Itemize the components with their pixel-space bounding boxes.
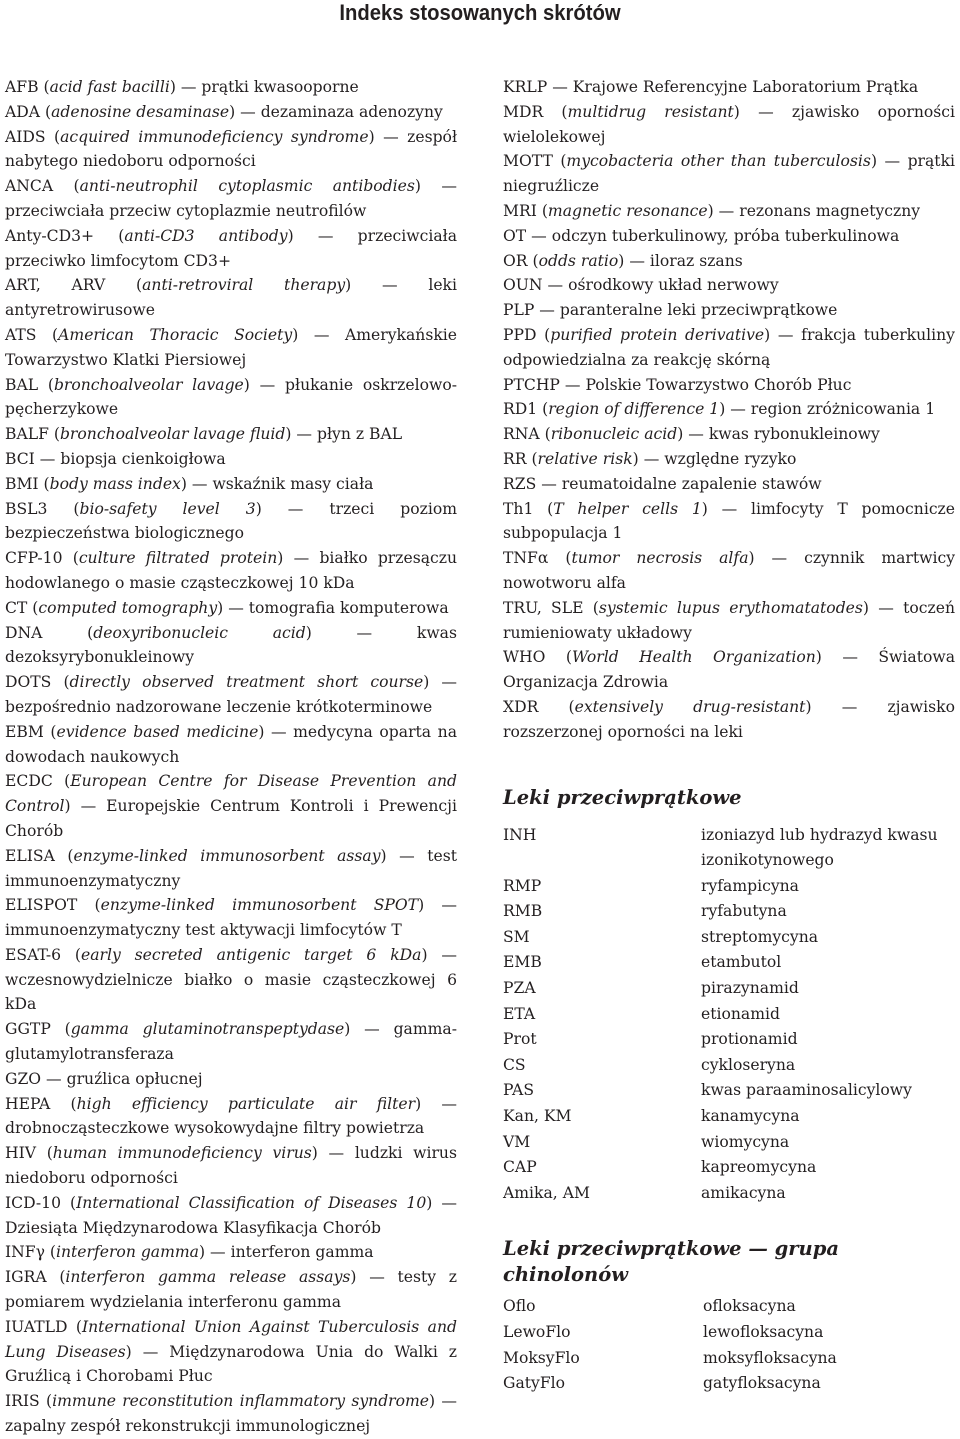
- abbreviation-term: WHO: [503, 648, 546, 667]
- abbreviation-term: RR: [503, 449, 527, 468]
- english-expansion: anti-neutrophil cytoplasmic antibodies: [79, 177, 415, 196]
- abbreviation-entry: RR (relative risk) — względne ryzyko: [503, 449, 797, 468]
- abbreviation-entry: AIDS (acquired immunodeficiency syndrome) — zespół nabytego niedoboru odporności: [5, 127, 457, 171]
- english-expansion: extensively drug-resistant: [574, 697, 806, 716]
- english-expansion: high efficiency particulate air filter: [76, 1094, 416, 1113]
- drug-abbreviation: LewoFlo: [503, 1323, 571, 1342]
- abbreviation-entry: BCI — biopsja cienkoigłowa: [5, 449, 226, 468]
- abbreviation-term: HEPA: [5, 1094, 51, 1113]
- drug-name: kwas paraaminosalicylowy: [701, 1081, 912, 1100]
- abbreviation-entry: ELISPOT (enzyme-linked immunosorbent SPOT) — immunoenzymatyczny test aktywacji limfocytów T: [5, 896, 457, 940]
- abbreviation-term: PLP: [503, 301, 535, 320]
- english-expansion: enzyme-linked immunosorbent assay: [73, 846, 381, 865]
- drug-row: [503, 1294, 955, 1320]
- drug-row: [503, 874, 955, 900]
- abbreviation-term: PPD: [503, 325, 537, 344]
- polish-description: prątki kwasooporne: [201, 78, 359, 96]
- abbreviation-term: BCI: [5, 449, 35, 468]
- drug-abbreviation: Oflo: [503, 1297, 536, 1316]
- polish-description: drobnocząsteczkowe wysokowydajne filtry powietrza: [5, 1119, 425, 1138]
- drug-name: ofloksacyna: [703, 1297, 796, 1316]
- abbreviation-term: INFγ: [5, 1243, 45, 1262]
- abbreviation-entry: TNFα (tumor necrosis alfa) — czynnik martwicy nowotworu alfa: [503, 549, 956, 592]
- drug-abbreviation: MoksyFlo: [503, 1348, 580, 1367]
- drug-row: [503, 1181, 955, 1207]
- english-expansion: body mass index: [49, 474, 181, 493]
- english-expansion: systemic lupus erythomatatodes: [598, 598, 863, 617]
- abbreviation-term: IRIS: [5, 1392, 40, 1411]
- polish-description: Amerykańskie Towarzystwo Klatki Piersiowej: [5, 325, 457, 369]
- abbreviation-entry: ANCA (anti-neutrophil cytoplasmic antibodies) — przeciwciała przeciw cytoplazmie neutrofilów: [5, 177, 457, 220]
- abbreviation-entry: OR (odds ratio) — iloraz szans: [503, 251, 743, 270]
- abbreviation-term: KRLP: [503, 78, 548, 96]
- polish-description: wskaźnik masy ciała: [212, 474, 374, 493]
- drug-row: [503, 1320, 955, 1346]
- drug-row: [503, 1155, 955, 1181]
- drug-name: cykloseryna: [701, 1055, 796, 1074]
- polish-description: frakcja tuberkuliny odpowiedzialna za reakcję skórną: [503, 325, 955, 369]
- abbreviation-entry: MRI (magnetic resonance) — rezonans magnetyczny: [503, 201, 921, 220]
- abbreviation-term: HIV: [5, 1144, 37, 1163]
- abbreviation-term: BSL3: [5, 499, 48, 518]
- abbreviations-right-column: [503, 75, 955, 1397]
- drug-row: [503, 950, 955, 976]
- drug-abbreviation: RMP: [503, 876, 542, 895]
- abbreviation-entry: RD1 (region of difference 1) — region zróżnicowania 1: [503, 400, 936, 419]
- drug-abbreviation: Prot: [503, 1030, 537, 1049]
- english-expansion: relative risk: [537, 449, 633, 468]
- drug-abbreviation: ETA: [503, 1004, 536, 1023]
- polish-description: biopsja cienkoigłowa: [60, 449, 226, 468]
- english-expansion: adenosine desaminase: [51, 102, 230, 121]
- abbreviation-entry: Th1 (T helper cells 1) — limfocyty T pomocnicze subpopulacja 1: [503, 499, 955, 543]
- polish-description: czynnik martwicy nowotworu alfa: [503, 549, 956, 592]
- drugs-section-title: Leki przeciwprątkowe: [503, 785, 742, 809]
- abbreviation-term: TNFα: [503, 549, 549, 568]
- drug-row: [503, 1002, 955, 1028]
- abbreviation-entry: KRLP — Krajowe Referencyjne Laboratorium Prątka: [503, 78, 919, 96]
- abbreviation-entry: CFP-10 (culture filtrated protein) — białko przesączu hodowlanego o masie cząsteczkowej 10 kDa: [5, 549, 457, 592]
- abbreviation-entry: TRU, SLE (systemic lupus erythomatatodes) — toczeń rumieniowaty układowy: [503, 598, 956, 642]
- english-expansion: International Union Against Tuberculosis and Lung Diseases: [5, 1317, 457, 1361]
- abbreviation-term: OUN: [503, 276, 543, 295]
- english-expansion: magnetic resonance: [547, 201, 708, 220]
- polish-description: kwas dezoksyrybonukleinowy: [5, 623, 457, 667]
- abbreviation-term: RD1: [503, 400, 538, 419]
- polish-description: odczyn tuberkulinowy, próba tuberkulinowa: [551, 226, 900, 245]
- abbreviation-term: GZO: [5, 1069, 42, 1088]
- abbreviation-term: TRU, SLE: [503, 598, 584, 617]
- abbreviation-term: ECDC: [5, 772, 53, 791]
- polish-description: immunoenzymatyczny test aktywacji limfocytów T: [5, 921, 402, 940]
- abbreviation-term: ELISPOT: [5, 896, 78, 915]
- abbreviation-term: OT: [503, 226, 527, 245]
- abbreviation-entry: DNA (deoxyribonucleic acid) — kwas dezoksyrybonukleinowy: [5, 623, 457, 667]
- drug-row: [503, 1371, 955, 1397]
- polish-description: wczesnowydzielnicze białko o masie cząsteczkowej 6 kDa: [5, 970, 457, 1014]
- english-expansion: mycobacteria other than tuberculosis: [566, 152, 871, 171]
- abbreviation-entry: OUN — ośrodkowy układ nerwowy: [503, 276, 779, 295]
- english-expansion: immune reconstitution inflammatory syndrome: [52, 1392, 430, 1411]
- drug-name: ryfampicyna: [701, 876, 799, 895]
- abbreviation-entry: RNA (ribonucleic acid) — kwas rybonukleinowy: [503, 425, 880, 444]
- abbreviation-entry: ICD-10 (International Classification of Diseases 10) — Dziesiąta Międzynarodowa Klasyfikacja Chorób: [5, 1193, 457, 1237]
- drug-row: [503, 1078, 955, 1104]
- abbreviation-term: MRI: [503, 201, 537, 220]
- abbreviation-term: XDR: [503, 697, 539, 716]
- abbreviation-entry: ADA (adenosine desaminase) — dezaminaza adenozyny: [5, 102, 443, 121]
- drug-name: etambutol: [701, 953, 782, 972]
- english-expansion: early secreted antigenic target 6 kDa: [81, 945, 422, 964]
- polish-description: reumatoidalne zapalenie stawów: [561, 474, 822, 493]
- polish-description: względne ryzyko: [664, 449, 797, 468]
- abbreviation-entry: ATS (American Thoracic Society) — Amerykańskie Towarzystwo Klatki Piersiowej: [5, 325, 457, 369]
- english-expansion: bio-safety level 3: [79, 499, 256, 518]
- polish-description: gruźlica opłucnej: [66, 1069, 203, 1088]
- drug-name: wiomycyna: [701, 1132, 790, 1151]
- english-expansion: T helper cells 1: [553, 499, 702, 518]
- drug-abbreviation: CS: [503, 1055, 526, 1074]
- english-expansion: evidence based medicine: [56, 722, 259, 741]
- drug-abbreviation: PAS: [503, 1081, 535, 1100]
- english-expansion: acquired immunodeficiency syndrome: [60, 127, 369, 146]
- drug-name: lewofloksacyna: [703, 1323, 824, 1342]
- abbreviation-term: RZS: [503, 474, 537, 493]
- english-expansion: American Thoracic Society: [58, 325, 293, 344]
- abbreviation-entry: PLP — paranteralne leki przeciwprątkowe: [503, 301, 838, 320]
- drug-row: [503, 823, 955, 874]
- abbreviation-entry: PTCHP — Polskie Towarzystwo Chorób Płuc: [503, 375, 852, 394]
- drug-row: [503, 899, 955, 925]
- abbreviation-term: ELISA: [5, 846, 55, 865]
- polish-description: płyn z BAL: [316, 425, 403, 444]
- polish-description: trzeci poziom bezpieczeństwa biologicznego: [5, 499, 458, 543]
- abbreviation-entry: ART, ARV (anti-retroviral therapy) — leki antyretrowirusowe: [5, 276, 457, 320]
- polish-description: ludzki wirus niedoboru odporności: [5, 1144, 457, 1188]
- polish-description: Europejskie Centrum Kontroli i Prewencji Chorób: [5, 797, 457, 840]
- abbreviation-term: MDR: [503, 102, 544, 121]
- english-expansion: deoxyribonucleic acid: [93, 623, 306, 642]
- abbreviation-term: Th1: [503, 499, 534, 518]
- abbreviation-term: BAL: [5, 375, 39, 394]
- polish-description: toczeń rumieniowaty układowy: [503, 598, 956, 642]
- drug-row: [503, 1053, 955, 1079]
- polish-description: płukanie oskrzelowo-pęcherzykowe: [5, 375, 458, 419]
- polish-description: kwas rybonukleinowy: [708, 425, 880, 444]
- abbreviation-entry: EBM (evidence based medicine) — medycyna oparta na dowodach naukowych: [5, 722, 457, 766]
- abbreviation-term: Anty-CD3+: [5, 226, 95, 245]
- english-expansion: culture filtrated protein: [78, 549, 278, 568]
- drug-name: protionamid: [701, 1030, 798, 1049]
- abbreviation-entry: XDR (extensively drug-resistant) — zjawisko rozszerzonej oporności na leki: [503, 697, 955, 741]
- drug-name: streptomycyna: [701, 927, 819, 946]
- abbreviation-entry: MDR (multidrug resistant) — zjawisko oporności wielolekowej: [503, 102, 955, 146]
- drug-abbreviation: GatyFlo: [503, 1374, 566, 1393]
- polish-description: region zróżnicowania 1: [750, 400, 936, 419]
- drug-abbreviation: Amika, AM: [503, 1183, 590, 1202]
- abbreviation-term: ESAT-6: [5, 945, 62, 964]
- english-expansion: acid fast bacilli: [49, 78, 170, 96]
- drug-abbreviation: EMB: [503, 953, 542, 972]
- english-expansion: anti-retroviral therapy: [142, 276, 346, 295]
- abbreviation-term: ATS: [5, 325, 37, 344]
- abbreviation-term: MOTT: [503, 152, 553, 171]
- abbreviation-entry: MOTT (mycobacteria other than tuberculosis) — prątki niegruźlicze: [503, 152, 956, 196]
- drug-row: [503, 1346, 955, 1372]
- polish-description: zjawisko rozszerzonej oporności na leki: [503, 697, 955, 741]
- polish-description: bezpośrednio nadzorowane leczenie krótkoterminowe: [5, 697, 433, 716]
- drug-abbreviation: Kan, KM: [503, 1107, 572, 1126]
- polish-description: ośrodkowy układ nerwowy: [568, 276, 779, 295]
- polish-description: Międzynarodowa Unia do Walki z Gruźlicą i Chorobami Płuc: [5, 1342, 457, 1386]
- abbreviation-term: ART, ARV: [5, 276, 106, 295]
- english-expansion: gamma glutaminotranspeptydase: [70, 1020, 345, 1039]
- abbreviation-entry: ESAT-6 (early secreted antigenic target 6 kDa) — wczesnowydzielnicze białko o masie cząsteczkowej 6 kDa: [5, 945, 457, 1014]
- abbreviation-entry: HEPA (high efficiency particulate air filter) — drobnocząsteczkowe wysokowydajne filtry powietrza: [5, 1094, 457, 1138]
- drug-name: amikacyna: [701, 1183, 786, 1202]
- abbreviation-term: IGRA: [5, 1268, 47, 1287]
- page-title: Indeks stosowanych skrótów: [339, 0, 621, 25]
- english-expansion: bronchoalveolar lavage: [53, 375, 244, 394]
- drug-name: kanamycyna: [701, 1107, 800, 1126]
- polish-description: limfocyty T pomocnicze subpopulacja 1: [503, 499, 955, 543]
- abbreviation-entry: IUATLD (International Union Against Tuberculosis and Lung Diseases) — Międzynarodowa Unia do Walki z Gruźlicą i Chorobami Płuc: [5, 1317, 457, 1386]
- abbreviation-term: GGTP: [5, 1020, 51, 1039]
- drug-abbreviation: PZA: [503, 979, 536, 998]
- drug-abbreviation: CAP: [503, 1158, 537, 1177]
- abbreviation-term: AFB: [5, 78, 39, 96]
- abbreviation-term: ADA: [5, 102, 41, 121]
- polish-description: białko przesączu hodowlanego o masie cząsteczkowej 10 kDa: [5, 549, 457, 592]
- abbreviation-term: EBM: [5, 722, 44, 741]
- polish-description: zjawisko oporności wielolekowej: [503, 102, 955, 146]
- abbreviation-entry: DOTS (directly observed treatment short course) — bezpośrednio nadzorowane leczenie krótkoterminowe: [5, 673, 457, 716]
- english-expansion: ribonucleic acid: [550, 425, 678, 444]
- polish-description: test immunoenzymatyczny: [5, 846, 457, 890]
- english-expansion: multidrug resistant: [567, 102, 734, 121]
- polish-description: gamma-glutamylotransferaza: [5, 1020, 457, 1064]
- polish-description: Światowa Organizacja Zdrowia: [503, 648, 955, 692]
- drugs-list: [503, 823, 955, 1207]
- polish-description: tomografia komputerowa: [248, 598, 449, 617]
- polish-description: testy z pomiarem wydzielania interferonu gamma: [5, 1268, 457, 1312]
- drug-name: etionamid: [701, 1004, 780, 1023]
- abbreviation-entry: INFγ (interferon gamma) — interferon gamma: [5, 1243, 374, 1262]
- quinolones-section-title: Leki przeciwprątkowe — grupa chinolonów: [503, 1237, 839, 1287]
- abbreviation-term: DOTS: [5, 673, 52, 692]
- polish-description: przeciwciała przeciwko limfocytom CD3+: [5, 226, 457, 270]
- abbreviation-term: AIDS: [5, 127, 46, 146]
- drug-name: izoniazyd lub hydrazyd kwasu izonikotynowego: [701, 825, 938, 870]
- drug-name: kapreomycyna: [701, 1158, 817, 1177]
- drug-row: [503, 925, 955, 951]
- polish-description: dezaminaza adenozyny: [260, 102, 443, 121]
- english-expansion: European Centre for Disease Prevention and Control: [5, 772, 457, 816]
- drug-row: [503, 1130, 955, 1156]
- abbreviation-entry: GGTP (gamma glutaminotranspeptydase) — gamma-glutamylotransferaza: [5, 1020, 457, 1064]
- drug-abbreviation: VM: [503, 1132, 531, 1151]
- abbreviation-entry: AFB (acid fast bacilli) — prątki kwasooporne: [5, 78, 359, 96]
- english-expansion: computed tomography: [38, 598, 218, 617]
- abbreviation-entry: BALF (bronchoalveolar lavage fluid) — płyn z BAL: [5, 425, 403, 444]
- polish-description: rezonans magnetyczny: [739, 201, 921, 220]
- polish-description: leki antyretrowirusowe: [5, 276, 457, 320]
- abbreviation-term: CT: [5, 598, 28, 617]
- polish-description: zapalny zespół rekonstrukcji immunologicznej: [5, 1417, 371, 1436]
- abbreviation-entry: ELISA (enzyme-linked immunosorbent assay) — test immunoenzymatyczny: [5, 846, 457, 890]
- abbreviation-term: PTCHP: [503, 375, 560, 394]
- drug-abbreviation: RMB: [503, 902, 543, 921]
- drug-row: [503, 1104, 955, 1130]
- english-expansion: directly observed treatment short course: [69, 673, 424, 692]
- polish-description: iloraz szans: [649, 251, 743, 270]
- abbreviation-term: DNA: [5, 623, 43, 642]
- polish-description: prątki niegruźlicze: [503, 152, 956, 196]
- abbreviation-entry: CT (computed tomography) — tomografia komputerowa: [5, 598, 449, 617]
- abbreviation-term: BMI: [5, 474, 39, 493]
- drug-abbreviation: INH: [503, 825, 537, 844]
- abbreviation-entry: HIV (human immunodeficiency virus) — ludzki wirus niedoboru odporności: [5, 1144, 457, 1188]
- english-expansion: purified protein derivative: [550, 325, 765, 344]
- abbreviations-right-list: [503, 75, 955, 745]
- abbreviation-entry: RZS — reumatoidalne zapalenie stawów: [503, 474, 822, 493]
- english-expansion: human immunodeficiency virus: [52, 1144, 312, 1163]
- polish-description: zespół nabytego niedoboru odporności: [5, 127, 457, 171]
- abbreviation-term: CFP-10: [5, 549, 63, 568]
- polish-description: Krajowe Referencyjne Laboratorium Prątka: [572, 78, 919, 96]
- abbreviations-left-column: [5, 75, 457, 1439]
- abbreviation-entry: ECDC (European Centre for Disease Prevention and Control) — Europejskie Centrum Kontroli i Prewencji Chorób: [5, 772, 457, 840]
- polish-description: interferon gamma: [230, 1243, 374, 1262]
- abbreviation-entry: Anty-CD3+ (anti-CD3 antibody) — przeciwciała przeciwko limfocytom CD3+: [5, 226, 457, 270]
- abbreviation-term: IUATLD: [5, 1317, 68, 1336]
- english-expansion: enzyme-linked immunosorbent SPOT: [100, 896, 419, 915]
- drug-name: moksyfloksacyna: [703, 1348, 837, 1367]
- english-expansion: tumor necrosis alfa: [571, 549, 749, 568]
- quinolones-list: [503, 1294, 955, 1396]
- polish-description: Polskie Towarzystwo Chorób Płuc: [585, 375, 852, 394]
- abbreviation-entry: WHO (World Health Organization) — Światowa Organizacja Zdrowia: [503, 648, 955, 692]
- english-expansion: World Health Organization: [571, 648, 816, 667]
- drug-row: [503, 1027, 955, 1053]
- english-expansion: bronchoalveolar lavage fluid: [59, 425, 286, 444]
- abbreviation-entry: GZO — gruźlica opłucnej: [5, 1069, 203, 1088]
- abbreviation-entry: BMI (body mass index) — wskaźnik masy ciała: [5, 474, 374, 493]
- abbreviation-entry: PPD (purified protein derivative) — frakcja tuberkuliny odpowiedzialna za reakcję skórną: [503, 325, 955, 369]
- abbreviation-entry: BAL (bronchoalveolar lavage) — płukanie oskrzelowo-pęcherzykowe: [5, 375, 458, 419]
- english-expansion: anti-CD3 antibody: [124, 226, 288, 245]
- drug-name: gatyfloksacyna: [703, 1374, 821, 1393]
- abbreviation-term: BALF: [5, 425, 49, 444]
- drug-name: ryfabutyna: [701, 902, 787, 921]
- abbreviation-term: ANCA: [5, 177, 54, 196]
- english-expansion: interferon gamma release assays: [65, 1268, 351, 1287]
- polish-description: paranteralne leki przeciwprątkowe: [559, 301, 838, 320]
- english-expansion: interferon gamma: [56, 1243, 199, 1262]
- polish-description: medycyna oparta na dowodach naukowych: [5, 722, 457, 766]
- drug-row: [503, 976, 955, 1002]
- abbreviation-entry: IGRA (interferon gamma release assays) — testy z pomiarem wydzielania interferonu gamma: [5, 1268, 457, 1312]
- abbreviation-term: OR: [503, 251, 528, 270]
- drug-abbreviation: SM: [503, 927, 530, 946]
- abbreviation-entry: IRIS (immune reconstitution inflammatory syndrome) — zapalny zespół rekonstrukcji immunologicznej: [5, 1392, 457, 1436]
- polish-description: przeciwciała przeciw cytoplazmie neutrofilów: [5, 201, 367, 220]
- english-expansion: International Classification of Diseases 10: [76, 1193, 427, 1212]
- english-expansion: region of difference 1: [548, 400, 720, 419]
- abbreviation-entry: BSL3 (bio-safety level 3) — trzeci poziom bezpieczeństwa biologicznego: [5, 499, 458, 543]
- polish-description: Dziesiąta Międzynarodowa Klasyfikacja Chorób: [5, 1218, 381, 1237]
- english-expansion: odds ratio: [538, 251, 619, 270]
- drug-name: pirazynamid: [701, 979, 799, 998]
- abbreviation-term: ICD-10: [5, 1193, 61, 1212]
- abbreviation-entry: OT — odczyn tuberkulinowy, próba tuberkulinowa: [503, 226, 900, 245]
- abbreviation-term: RNA: [503, 425, 540, 444]
